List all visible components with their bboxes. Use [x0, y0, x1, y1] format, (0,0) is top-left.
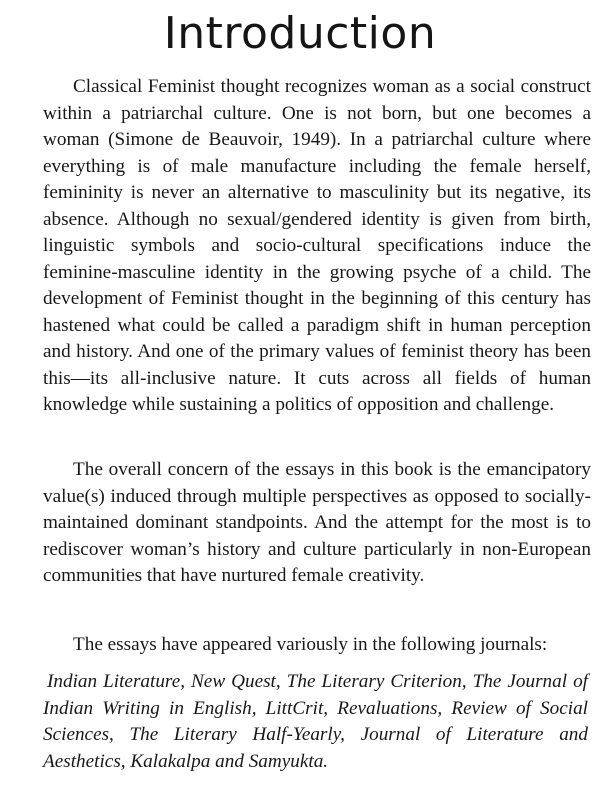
- paragraph-feminist-thought: Classical Feminist thought recognizes woman as a social construct within a patriarchal culture. One is not born, but one becomes a woman (Simone de Beauvoir, 1949). In a patriarchal culture where everything is of male manufacture including the female herself, femininity is never an alternative to masculinity but its negative, its absence. Although no sexual/gendered identity is given from birth, linguistic symbols and socio-cultural specifications induce the feminine-masculine identity in the growing psyche of a child. The development of Feminist thought in the beginning of this century has hastened what could be called a paradigm shift in human perception and history. And one of the primary values of feminist theory has been this—its all-inclusive nature. It cuts across all fields of human knowledge while sustaining a politics of opposition and challenge.: [43, 76, 591, 415]
- journals-list: Indian Literature, New Quest, The Literary Criterion, The Journal of Indian Writing in English, LittCrit, Revaluations, Review of Social Sciences, The Literary Half-Yearly, Journal of Literature and Aesthetics, Kalakalpa and Samyukta.: [43, 671, 588, 772]
- paragraph-journals-intro: The essays have appeared variously in the following journals:: [73, 634, 548, 655]
- page-title: Introduction: [163, 8, 437, 59]
- paragraph-essays-concern: The overall concern of the essays in this book is the emancipatory value(s) induced through multiple perspectives as opposed to socially-maintained dominant standpoints. And the attempt for the most is to rediscover woman’s history and culture particularly in non-European communities that have nurtured female creativity.: [43, 459, 591, 586]
